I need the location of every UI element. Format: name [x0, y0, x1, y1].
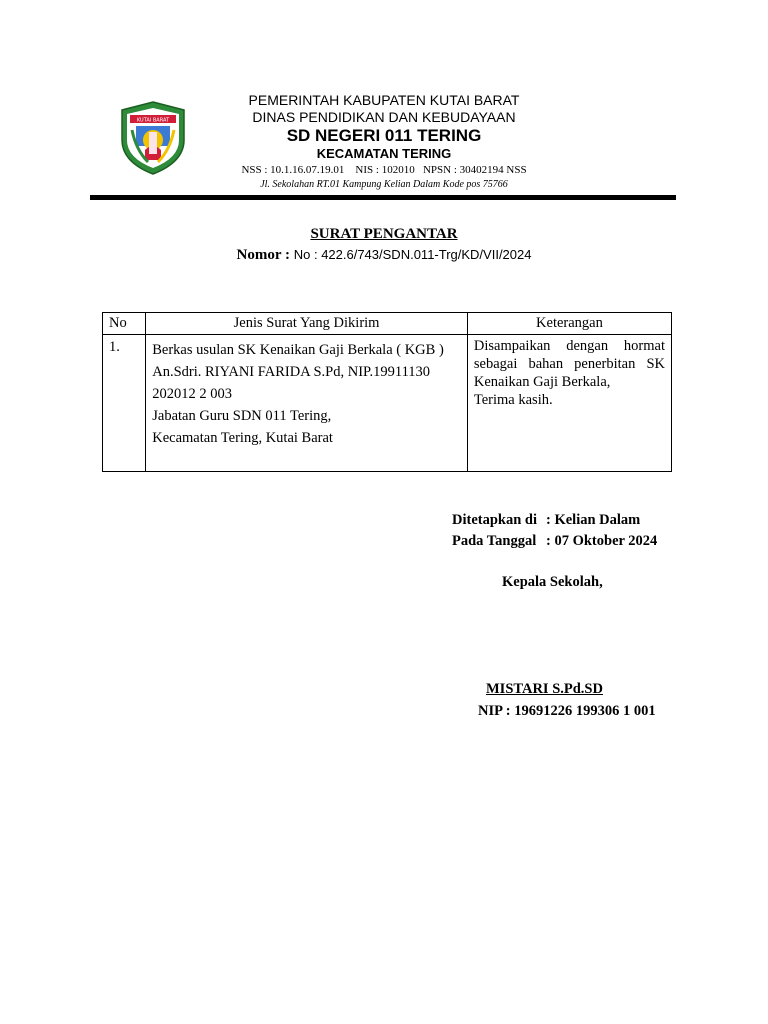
- signatory-nip: NIP : 19691226 199306 1 001: [478, 703, 656, 719]
- letter-number: [180, 247, 588, 264]
- table-header-row: [103, 313, 672, 335]
- desc-line: Jabatan Guru SDN 011 Tering,: [152, 408, 332, 424]
- desc-line: Berkas usulan SK Kenaikan Gaji Berkala ( KGB ): [152, 342, 444, 358]
- letter-title: SURAT PENGANTAR: [310, 226, 458, 242]
- signatory-position: Kepala Sekolah,: [502, 574, 603, 590]
- header-department-line: DINAS PENDIDIKAN DAN KEBUDAYAAN: [252, 109, 516, 125]
- header-district: KECAMATAN TERING: [316, 146, 452, 161]
- header-divider: [90, 195, 676, 200]
- header-ids: NSS : 10.1.16.07.19.01 NIS : 102010 NPSN : 30402194 NSS: [241, 164, 527, 176]
- table-header-type: Jenis Surat Yang Dikirim: [146, 313, 468, 335]
- row-number: 1.: [103, 335, 146, 472]
- document-table: [102, 312, 672, 472]
- notes-line: Disampaikan dengan hormat: [473, 338, 665, 354]
- notes-line: sebagai bahan penerbitan SK: [473, 356, 665, 372]
- place-value: : Kelian Dalam: [546, 512, 641, 528]
- table-row: [103, 335, 672, 472]
- row-notes: [467, 335, 671, 472]
- date-value: : 07 Oktober 2024: [546, 533, 658, 549]
- notes-line: Kenaikan Gaji Berkala,: [473, 374, 611, 390]
- place-label: Ditetapkan di: [452, 512, 538, 528]
- letter-number-value: No : 422.6/743/SDN.011-Trg/KD/VII/2024: [293, 247, 532, 262]
- header-government-line: PEMERINTAH KABUPATEN KUTAI BARAT: [248, 92, 520, 108]
- date-label: Pada Tanggal: [452, 533, 537, 549]
- logo-banner-text: KUTAI BARAT: [136, 117, 170, 124]
- school-emblem-logo: [118, 100, 188, 176]
- row-description: [146, 335, 468, 472]
- header-address: Jl. Sekolahan RT.01 Kampung Kelian Dalam Kode pos 75766: [260, 179, 508, 190]
- desc-line: An.Sdri. RIYANI FARIDA S.Pd, NIP.19911130: [152, 364, 431, 380]
- table-header-notes: Keterangan: [467, 313, 671, 335]
- desc-line: 202012 2 003: [152, 386, 232, 402]
- letter-number-label: Nomor :: [236, 247, 290, 263]
- notes-line: Terima kasih.: [473, 392, 553, 408]
- table-header-no: No: [103, 313, 146, 335]
- header-school-name: SD NEGERI 011 TERING: [286, 126, 482, 145]
- desc-line: Kecamatan Tering, Kutai Barat: [152, 430, 333, 446]
- signatory-name: MISTARI S.Pd.SD: [486, 681, 603, 697]
